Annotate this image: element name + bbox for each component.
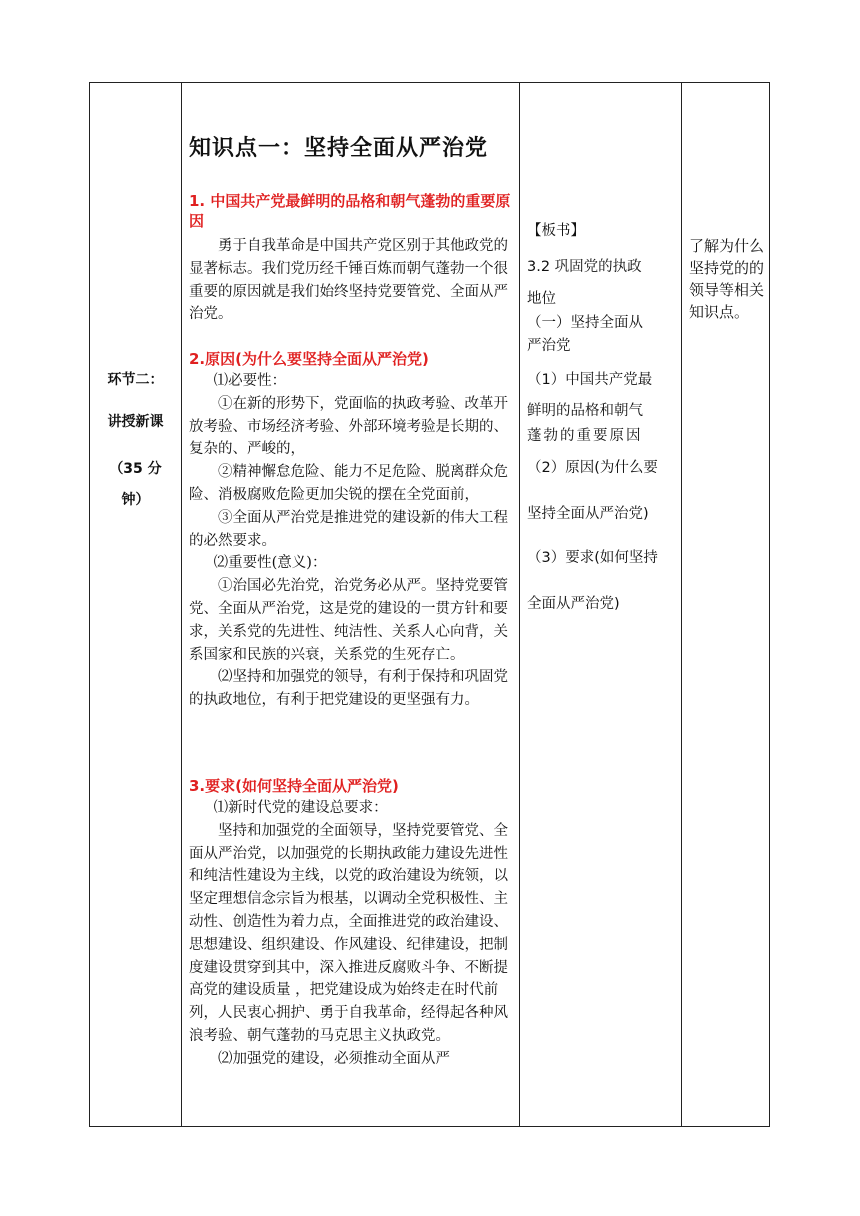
paragraph: ②精神懈怠危险、能力不足危险、脱离群众危险、消极腐败危险更加尖锐的摆在全党面前，	[189, 464, 508, 503]
board-line: 3.2 巩固党的执政	[527, 259, 642, 275]
board-line: 地位	[527, 291, 556, 307]
board-line: 鲜明的品格和朝气	[527, 403, 643, 419]
content-cell	[181, 83, 519, 1126]
paragraph: ⑵坚持和加强党的领导，有利于保持和巩固党的执政地位，有利于把党建设的更坚强有力。	[189, 669, 508, 709]
section-1-title: 1. 中国共产党最鲜明的品格和朝气蓬勃的重要原因	[189, 192, 511, 230]
board-cell	[519, 83, 681, 1126]
knowledge-point-title: 知识点一：坚持全面从严治党	[189, 136, 489, 161]
paragraph: ①治国必先治党，治党务必从严。坚持党要管党、全面从严治党，这是党的建设的一贯方针和要求，关系党的先进性、纯洁性、关系人心向背，关系国家和民族的兴衰，关系党的生死存亡。	[189, 578, 508, 663]
paragraph: 坚持和加强党的全面领导，坚持党要管党、全面从严治党，以加强党的长期执政能力建设先进性和纯洁性建设为主线，以党的政治建设为统领，以坚定理想信念宗旨为根基，以调动全党积极性、主动性、创造性为着力点，全面推进党的政治建设、思想建设、组织建设、作风建设、纪律建设，把制度建设贯穿到其中，深入推进反腐败斗争、不断提高党的建设质量 ，把党建设成为始终走在时代前列，人民衷心拥护、勇于自我革命，经得起各种风浪考验、朝气蓬勃的马克思主义执政党。	[189, 822, 508, 1044]
section-2-body	[189, 370, 513, 712]
stage-duration-end: 钟）	[121, 492, 150, 508]
paragraph: ⑴必要性：	[213, 373, 287, 389]
section-1-body	[189, 235, 513, 326]
paragraph: ⑴新时代党的建设总要求：	[213, 800, 388, 816]
stage-activity: 讲授新课	[107, 414, 164, 430]
section-2-title: 2.原因(为什么要坚持全面从严治党)	[189, 350, 429, 368]
paragraph: ⑵重要性(意义)：	[213, 555, 327, 572]
board-line: （一）坚持全面从	[527, 315, 643, 331]
board-line: （2）原因(为什么要	[527, 460, 658, 476]
board-line: 坚持全面从严治党)	[527, 506, 649, 522]
board-label: 【板书】	[527, 223, 585, 239]
section-3-body	[189, 797, 513, 1071]
lesson-table	[89, 82, 770, 1127]
board-line: 蓬勃的重要原因	[527, 428, 643, 444]
purpose-text: 了解为什么坚持党的的领导等相关知识点。	[689, 237, 765, 321]
board-line: （3）要求(如何坚持	[527, 550, 658, 566]
paragraph: ⑵加强党的建设，必须推动全面从严	[218, 1050, 450, 1067]
paragraph: ③全面从严治党是推进党的建设新的伟大工程的必然要求。	[189, 509, 508, 549]
board-line: 严治党	[527, 338, 571, 354]
paragraph: ①在新的形势下，党面临的执政考验、改革开放考验、市场经济考验、外部环境考验是长期的、 复杂的、严峻的，	[189, 395, 508, 458]
stage-name: 环节二：	[107, 372, 164, 388]
paragraph: 勇于自我革命是中国共产党区别于其他政党的显著标志。我们党历经千锤百炼而朝气蓬勃一个很重要的原因就是我们始终坚持党要管党、全面从严治党。	[189, 238, 508, 323]
section-3-title: 3.要求(如何坚持全面从严治党)	[189, 777, 399, 795]
board-line: （1）中国共产党最	[527, 372, 653, 388]
stage-cell	[90, 83, 181, 1126]
purpose-cell	[681, 83, 771, 1126]
board-line: 全面从严治党)	[527, 596, 620, 612]
stage-duration: （35 分	[109, 461, 162, 477]
